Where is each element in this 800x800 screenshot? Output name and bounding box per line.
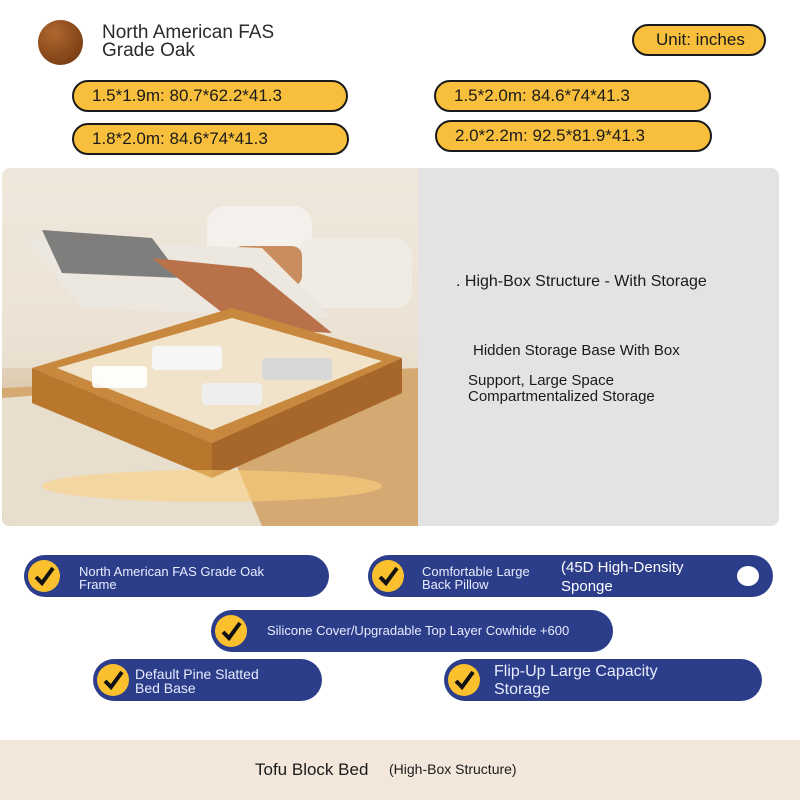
- badge-back-pillow-line-2: Back Pillow: [422, 577, 489, 592]
- badge-flip-up-storage-line-2: Storage: [494, 681, 551, 698]
- feature-line-1: Hidden Storage Base With Box: [473, 342, 680, 359]
- badge-slatted-base-line-1: Default Pine Slatted: [135, 666, 259, 682]
- badge-flip-up-storage: [444, 659, 762, 701]
- badge-sponge-line-2: Sponge: [561, 578, 613, 595]
- oak-wood-swatch: [38, 20, 83, 65]
- size-option-1[interactable]: 1.5*1.9m: 80.7*62.2*41.3: [72, 80, 348, 112]
- badge-back-pillow: [368, 555, 773, 597]
- badge-cover-text: Silicone Cover/Upgradable Top Layer Cowhide +600: [267, 623, 570, 638]
- badge-slatted-base-line-2: Bed Base: [135, 680, 196, 696]
- feature-heading: . High-Box Structure - With Storage: [456, 273, 707, 290]
- material-line-2: Grade Oak: [102, 40, 195, 61]
- badge-oak-frame-text: [79, 565, 264, 591]
- feature-line-2a: Support, Large Space: [468, 372, 614, 389]
- feature-line-2: [468, 373, 728, 405]
- feature-panel: [418, 168, 779, 526]
- size-option-3[interactable]: 1.8*2.0m: 84.6*74*41.3: [72, 123, 349, 155]
- feature-line-2b: Compartmentalized Storage: [468, 388, 655, 405]
- badge-sponge-line-1: (45D High-Density: [561, 559, 684, 576]
- badge-slatted-base-text: [135, 667, 259, 695]
- badge-slatted-base: [93, 659, 322, 701]
- checkmark-icon: [215, 615, 247, 647]
- product-title: Tofu Block Bed: [255, 760, 369, 779]
- sponge-dot-icon: [737, 566, 759, 586]
- size-option-2[interactable]: 1.5*2.0m: 84.6*74*41.3: [434, 80, 711, 112]
- unit-label: Unit: inches: [632, 24, 766, 56]
- checkmark-icon: [28, 560, 60, 592]
- material-line-1: North American FAS: [102, 22, 275, 43]
- checkmark-icon: [372, 560, 404, 592]
- size-option-4[interactable]: 2.0*2.2m: 92.5*81.9*41.3: [435, 120, 712, 152]
- checkmark-icon: [448, 664, 480, 696]
- checkmark-icon: [97, 664, 129, 696]
- badge-oak-frame: [24, 555, 329, 597]
- footer-bar: [0, 740, 800, 800]
- badge-flip-up-storage-text: [494, 663, 658, 699]
- bed-photo: [2, 168, 420, 526]
- badge-back-pillow-text: [422, 565, 530, 591]
- material-title: [102, 24, 362, 60]
- badge-sponge-text: [561, 558, 684, 596]
- badge-oak-frame-line-2: Frame: [79, 577, 117, 592]
- badge-oak-frame-line-1: North American FAS Grade Oak: [79, 564, 264, 579]
- badge-flip-up-storage-line-1: Flip-Up Large Capacity: [494, 663, 658, 680]
- bed-illustration: [2, 168, 420, 526]
- badge-cover: [211, 610, 613, 652]
- badge-back-pillow-line-1: Comfortable Large: [422, 564, 530, 579]
- product-subtitle: (High-Box Structure): [389, 761, 517, 777]
